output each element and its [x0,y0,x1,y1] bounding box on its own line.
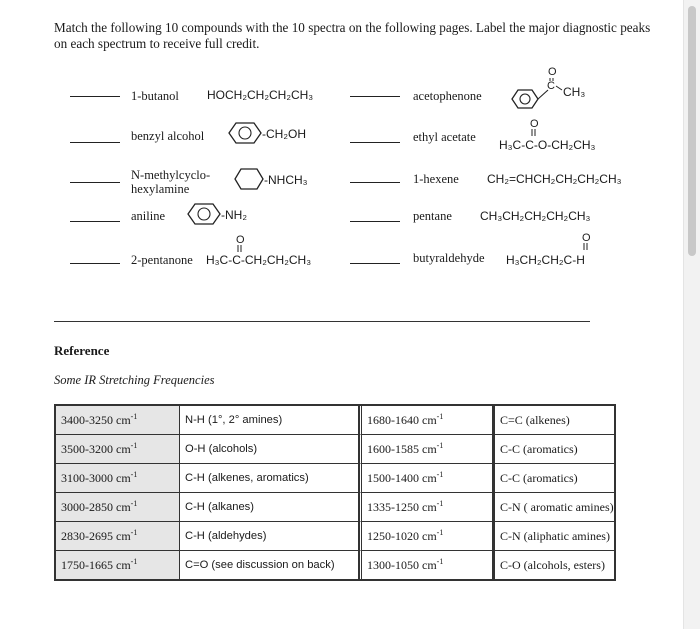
svg-text:C: C [547,80,555,92]
benzene-ring-icon [228,122,262,144]
cyclohexane-ring-icon [234,168,264,190]
answer-blank-4[interactable] [70,221,120,222]
unit-exponent: -1 [130,412,138,421]
answer-blank-3[interactable] [70,182,120,183]
frequency-range-cell: 1750-1665 $cm^{-1}$ [56,551,180,579]
unit-exponent: -1 [436,528,444,537]
compound-name-n-methylcyclohexylamine: N-methylcyclo-hexylamine [131,168,211,196]
scrollbar-thumb[interactable] [688,6,696,256]
bond-assignment-cell: C-N ( aromatic amines) [493,493,614,522]
bond-assignment-cell: C-C (aromatics) [493,435,614,464]
frequency-range-cell: 1600-1585 $cm^{-1}$ [359,435,493,464]
answer-blank-9[interactable] [350,221,400,222]
bond-assignment-cell: C=C (alkenes) [493,406,614,435]
table-row [56,522,614,551]
formula-aniline: -NH₂ [221,208,247,222]
acetophenone-structure-icon [512,64,564,110]
formula-2-pentanone: H₃C-C-CH₂CH₂CH₃ [206,253,312,267]
table-row [56,551,614,579]
compound-name-butyraldehyde: butyraldehyde [413,251,485,265]
compound-name-aniline: aniline [131,209,166,223]
unit-exponent: -1 [130,557,138,566]
answer-blank-1[interactable] [70,96,120,97]
bond-assignment-cell: N-H (1°, 2° amines) [180,406,359,435]
answer-blank-2[interactable] [70,142,120,143]
bond-assignment-cell: C-H (alkenes, aromatics) [180,464,359,493]
unit-exponent: -1 [436,499,444,508]
frequency-range-cell: 3500-3200 $cm^{-1}$ [56,435,180,464]
compound-name-benzyl-alcohol: benzyl alcohol [131,129,205,143]
formula-benzyl-alcohol: -CH₂OH [262,127,306,141]
carbonyl-oxygen-icon [580,230,592,252]
frequency-range-cell: 3000-2850 $cm^{-1}$ [56,493,180,522]
section-divider [54,321,590,322]
unit-exponent: -1 [130,528,138,537]
formula-butyraldehyde: H₃CH₂CH₂C-H [506,253,585,267]
answer-blank-8[interactable] [350,182,400,183]
answer-blank-10[interactable] [350,263,400,264]
bond-assignment-cell: C-N (aliphatic amines) [493,522,614,551]
bond-assignment-cell: O-H (alcohols) [180,435,359,464]
formula-n-methylcyclohexylamine: -NHCH₃ [264,173,308,187]
frequency-range-cell: 1300-1050 $cm^{-1}$ [359,551,493,579]
unit-exponent: -1 [436,441,444,450]
table-row [56,406,614,435]
compound-name-ethyl-acetate: ethyl acetate [413,130,476,144]
oxygen-label: O [530,118,539,130]
bond-assignment-cell: C-H (aldehydes) [180,522,359,551]
frequency-range-cell: 1335-1250 $cm^{-1}$ [359,493,493,522]
frequency-range-cell: 1680-1640 $cm^{-1}$ [359,406,493,435]
vertical-scrollbar[interactable] [683,0,700,629]
unit-exponent: -1 [436,470,444,479]
bond-assignment-cell: C-O (alcohols, esters) [493,551,614,579]
reference-subheading: Some IR Stretching Frequencies [54,373,215,387]
carbonyl-oxygen-icon [234,232,246,254]
frequency-range-cell: 1250-1020 $cm^{-1}$ [359,522,493,551]
frequency-range-cell: 3100-3000 $cm^{-1}$ [56,464,180,493]
oxygen-label: O [582,232,591,244]
reference-heading: Reference [54,343,110,358]
bond-assignment-cell: C-C (aromatics) [493,464,614,493]
unit-exponent: -1 [130,470,138,479]
frequency-range-cell: 1500-1400 $cm^{-1}$ [359,464,493,493]
frequency-range-cell: 2830-2695 $cm^{-1}$ [56,522,180,551]
formula-acetophenone-methyl: CH₃ [563,85,586,99]
carbonyl-oxygen-icon [528,116,540,138]
formula-pentane: CH₃CH₂CH₂CH₂CH₃ [480,209,591,223]
compound-name-1-butanol: 1-butanol [131,89,179,103]
oxygen-label: O [548,66,557,78]
answer-blank-5[interactable] [70,263,120,264]
formula-ethyl-acetate: H₃C-C-O-CH₂CH₃ [499,138,596,152]
formula-1-butanol: HOCH₂CH₂CH₂CH₃ [207,88,314,102]
unit-exponent: -1 [436,557,444,566]
answer-blank-6[interactable] [350,96,400,97]
answer-blank-7[interactable] [350,142,400,143]
compound-name-acetophenone: acetophenone [413,89,482,103]
compound-name-1-hexene: 1-hexene [413,172,459,186]
table-row [56,464,614,493]
formula-1-hexene: CH₂=CHCH₂CH₂CH₂CH₃ [487,172,622,186]
ir-frequency-table [54,404,616,581]
unit-exponent: -1 [436,412,444,421]
unit-exponent: -1 [130,441,138,450]
bond-assignment-cell: C-H (alkanes) [180,493,359,522]
compound-name-2-pentanone: 2-pentanone [131,253,193,267]
instructions-text: Match the following 10 compounds with the 10 spectra on the following pages. Label the major diagnostic peaks on each spectrum to receive full credit. [54,20,651,51]
frequency-range-cell: 3400-3250 $cm^{-1}$ [56,406,180,435]
bond-assignment-cell: C=O (see discussion on back) [180,551,359,579]
compound-name-pentane: pentane [413,209,452,223]
table-row [56,435,614,464]
benzene-ring-icon [187,203,221,225]
unit-exponent: -1 [130,499,138,508]
oxygen-label: O [236,234,245,246]
table-row [56,493,614,522]
